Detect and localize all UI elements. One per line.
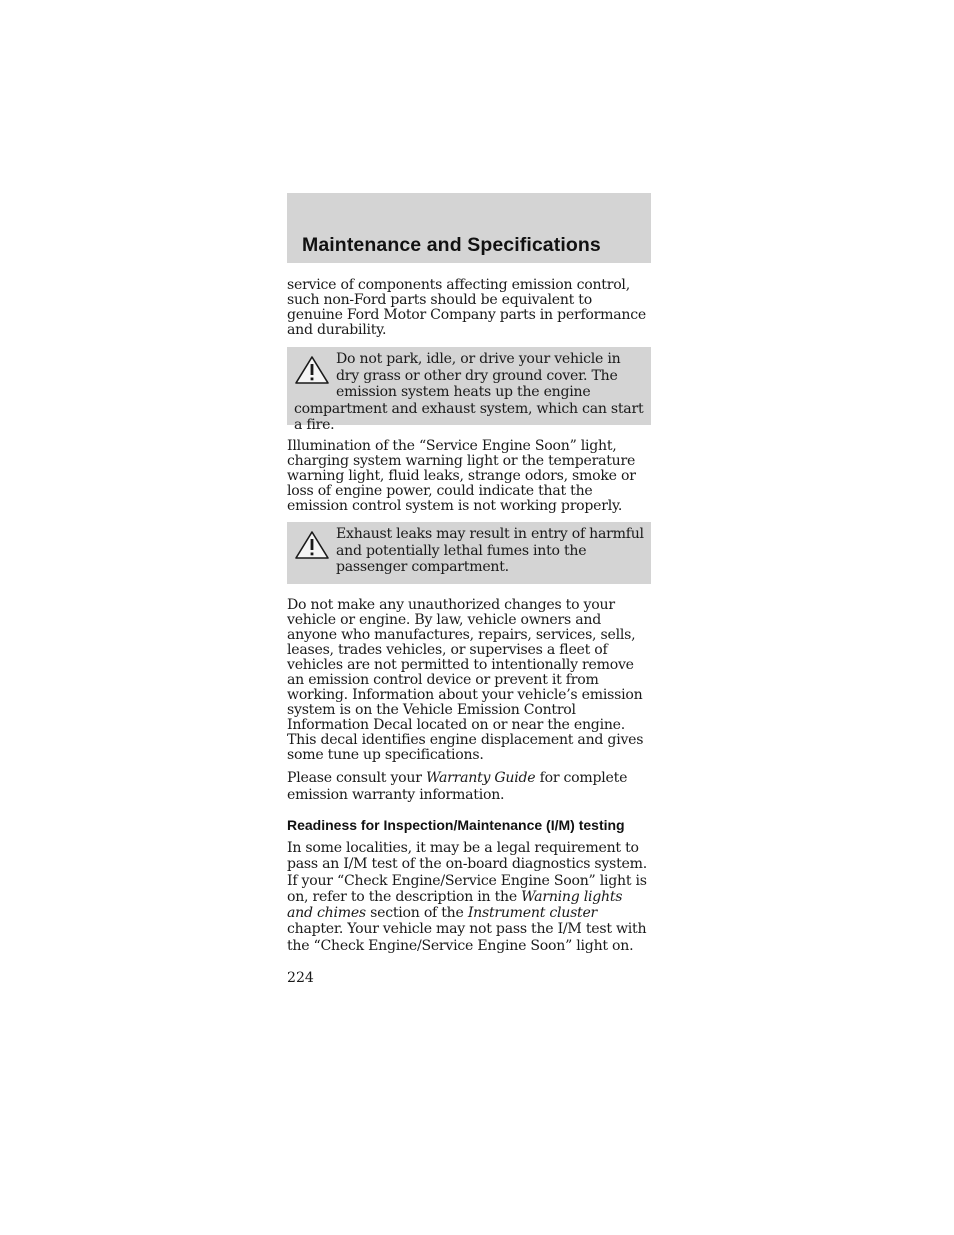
paragraph-im-test bbox=[287, 840, 651, 954]
warning-triangle-icon bbox=[294, 355, 330, 385]
paragraph-service-engine-light: Illumination of the “Service Engine Soon” light, charging system warning light or the temperature warning light, fluid leaks, strange odors, smoke or loss of engine power, could indicate that the emission control system is not working properly. bbox=[287, 438, 636, 514]
section-header bbox=[287, 193, 651, 263]
warning-box-dry-grass bbox=[287, 347, 651, 433]
warning-text-dry-grass: Do not park, idle, or drive your vehicle in dry grass or other dry ground cover. The emission system heats up the engine compartment and exhaust system, which can start a fire. bbox=[294, 351, 644, 433]
warning-box-exhaust-leaks bbox=[287, 522, 651, 584]
im-text-warning-lights: Warning lights and chimes bbox=[287, 888, 623, 922]
paragraph-component-service: service of components affecting emission control, such non-Ford parts should be equivalent to genuine Ford Motor Company parts in performance and durability. bbox=[287, 277, 646, 338]
im-text-instrument-cluster: Instrument cluster bbox=[467, 905, 598, 922]
im-text-part3: chapter. Your vehicle may not pass the I/M test with the “Check Engine/Service Engine Soon” light on. bbox=[287, 921, 647, 954]
im-text-part2: section of the bbox=[365, 905, 468, 922]
paragraph-unauthorized-changes: Do not make any unauthorized changes to your vehicle or engine. By law, vehicle owners and anyone who manufactures, repairs, services, sells, leases, trades vehicles, or supervises a fleet of vehicles are not permitted to intentionally remove an emission control device or prevent it from working. Information about your vehicle’s emission system is on the Vehicle Emission Control Information Decal located on or near the engine. This decal identifies engine displacement and gives some tune up specifications. bbox=[287, 597, 644, 763]
warranty-text-before: Please consult your bbox=[287, 770, 426, 786]
subheading-im-testing: Readiness for Inspection/Maintenance (I/M) testing bbox=[287, 817, 625, 833]
page-column bbox=[287, 193, 651, 986]
warning-triangle-icon bbox=[294, 530, 330, 560]
page-number: 224 bbox=[287, 970, 314, 987]
page-title: Maintenance and Specifications bbox=[302, 234, 601, 256]
warning-text-exhaust-leaks: Exhaust leaks may result in entry of harmful and potentially lethal fumes into the passenger compartment. bbox=[336, 526, 644, 575]
im-text-part1: In some localities, it may be a legal requirement to pass an I/M test of the on-board diagnostics system. If your “Check Engine/Service Engine Soon” light is on, refer to the description in the bbox=[287, 840, 647, 905]
warranty-guide-title: Warranty Guide bbox=[425, 770, 536, 786]
paragraph-warranty bbox=[287, 770, 651, 804]
warranty-text-after: for complete emission warranty information. bbox=[287, 770, 628, 803]
